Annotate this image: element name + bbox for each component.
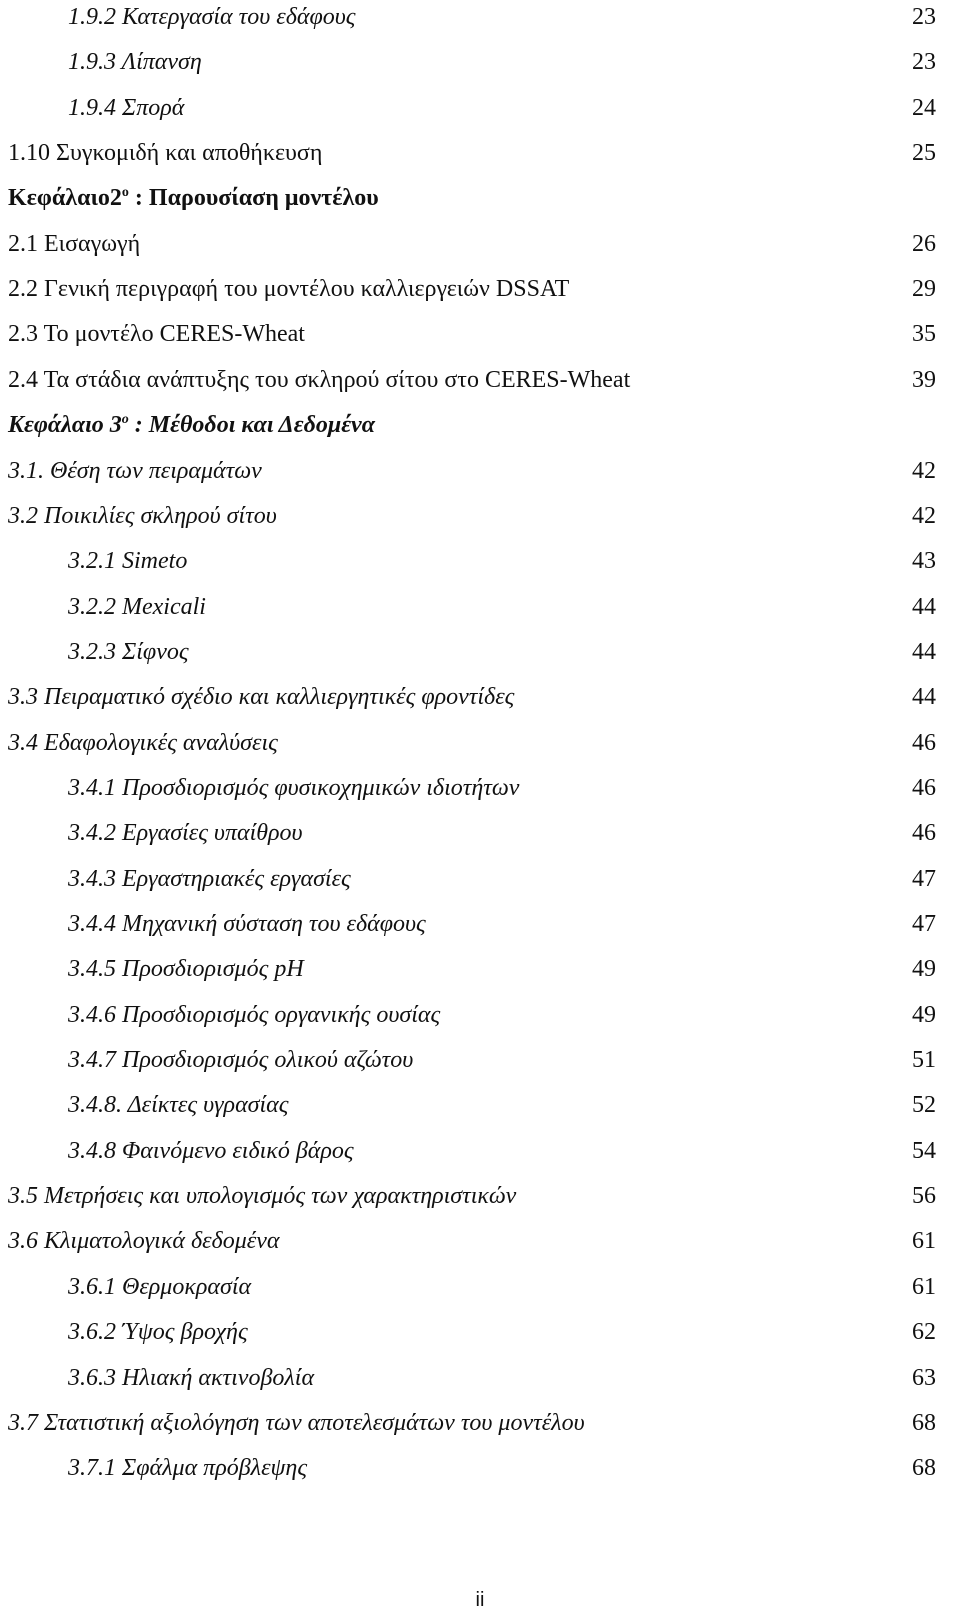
toc-entry — [0, 319, 960, 359]
toc-entry-page-number: 68 — [912, 1455, 936, 1482]
toc-entry — [0, 546, 960, 586]
toc-entry-title — [68, 1045, 413, 1075]
toc-entry-title — [8, 274, 569, 304]
toc-entry — [0, 183, 960, 223]
toc-entry-page-number: 23 — [912, 4, 936, 30]
toc-entry-title — [68, 1136, 354, 1166]
toc-entry — [0, 1453, 960, 1493]
toc-entry-page-number: 51 — [912, 1047, 936, 1074]
toc-entry-title — [8, 365, 630, 395]
toc-entry — [0, 2, 960, 42]
toc-entry-title — [8, 501, 277, 531]
toc-entry-page-number: 46 — [912, 729, 936, 756]
toc-entry — [0, 138, 960, 178]
toc-entry — [0, 682, 960, 722]
toc-entry-title — [68, 592, 206, 622]
toc-entry — [0, 864, 960, 904]
toc-entry-title — [68, 909, 426, 939]
toc-entry — [0, 365, 960, 405]
toc-entry-title — [68, 1272, 251, 1302]
toc-entry-page-number: 61 — [912, 1273, 936, 1300]
toc-entry-text: 3.2.1 Simeto — [68, 548, 188, 575]
toc-entry-page-number: 23 — [912, 49, 936, 76]
toc-entry-text: 3.6.2 Ύψος βροχής — [68, 1319, 248, 1346]
toc-entry-text: 3.5 Μετρήσεις και υπολογισμός των χαρακτηριστικών — [8, 1183, 517, 1210]
toc-entry-text: 3.4.4 Μηχανική σύσταση του εδάφους — [68, 911, 426, 937]
toc-entry-superscript: ο — [121, 412, 129, 428]
page-number: ii — [475, 1589, 485, 1611]
toc-entry-page-number: 46 — [912, 820, 936, 847]
toc-entry-page-number: 62 — [912, 1319, 936, 1346]
toc-entry-text: 3.4.6 Προσδιορισμός οργανικής ουσίας — [68, 1001, 441, 1028]
toc-entry-title — [68, 1000, 440, 1030]
toc-entry — [0, 410, 960, 450]
toc-entry — [0, 818, 960, 858]
toc-entry-title — [68, 637, 189, 667]
toc-entry-page-number: 56 — [912, 1183, 936, 1210]
toc-entry-text-tail: : Μέθοδοι και Δεδομένα — [128, 412, 375, 439]
toc-entry-page-number: 54 — [912, 1137, 936, 1164]
toc-entry-text: 3.6 Κλιματολογικά δεδομένα — [8, 1228, 280, 1255]
toc-entry-title — [8, 183, 379, 213]
toc-entry — [0, 637, 960, 677]
toc-entry — [0, 728, 960, 768]
toc-entry — [0, 1317, 960, 1357]
toc-entry-text: 3.4 Εδαφολογικές αναλύσεις — [8, 729, 278, 756]
toc-entry-text: 3.3 Πειραματικό σχέδιο και καλλιεργητικές φροντίδες — [8, 684, 515, 711]
toc-entry-superscript: ο — [121, 185, 129, 201]
toc-entry — [0, 1090, 960, 1130]
toc-entry-text: 3.7.1 Σφάλμα πρόβλεψης — [68, 1455, 308, 1482]
toc-entry-text: 3.4.2 Εργασίες υπαίθρου — [68, 820, 303, 847]
toc-entry-page-number: 61 — [912, 1228, 936, 1255]
toc-entry — [0, 909, 960, 949]
toc-entry-page-number: 63 — [912, 1364, 936, 1391]
toc-entry-title — [68, 1090, 289, 1120]
toc-entry-text: 1.9.4 Σπορά — [68, 94, 185, 121]
toc-entry-text: 3.1. Θέση των πειραμάτων — [8, 457, 262, 484]
toc-entry-page-number: 43 — [912, 548, 936, 575]
toc-entry-page-number: 52 — [912, 1092, 936, 1119]
toc-entry-text: 3.2.3 Σίφνος — [68, 638, 189, 665]
toc-entry-title — [68, 954, 304, 984]
toc-entry-page-number: 26 — [912, 230, 936, 257]
toc-entry-title — [68, 864, 351, 894]
toc-entry-text: 3.6.1 Θερμοκρασία — [68, 1273, 252, 1300]
toc-entry-title — [68, 773, 519, 803]
toc-entry — [0, 1045, 960, 1085]
toc-entry-title — [68, 1453, 307, 1483]
toc-entry-title — [68, 818, 303, 848]
toc-entry — [0, 1136, 960, 1176]
toc-entry — [0, 47, 960, 87]
toc-entry-page-number: 39 — [912, 366, 936, 393]
toc-entry-title — [8, 728, 278, 758]
toc-entry-text: 3.7 Στατιστική αξιολόγηση των αποτελεσμάτων του μοντέλου — [8, 1409, 585, 1436]
toc-entry-text: 3.6.3 Ηλιακή ακτινοβολία — [68, 1364, 315, 1391]
toc-entry-text: 2.4 Τα στάδια ανάπτυξης του σκληρού σίτου στο CERES-Wheat — [8, 366, 631, 393]
toc-entry — [0, 456, 960, 496]
toc-entry — [0, 1272, 960, 1312]
toc-entry-text: 1.9.3 Λίπανση — [68, 49, 202, 76]
toc-entry-title — [68, 2, 355, 32]
toc-entry-page-number: 47 — [912, 911, 936, 937]
toc-entry — [0, 954, 960, 994]
toc-entry-page-number: 47 — [912, 865, 936, 892]
toc-entry — [0, 1363, 960, 1403]
toc-entry-title — [8, 1408, 585, 1438]
toc-entry-title — [8, 456, 262, 486]
toc-entry-page-number: 49 — [912, 1001, 936, 1028]
toc-entry-title — [68, 47, 202, 77]
toc-entry-text: 3.4.8. Δείκτες υγρασίας — [68, 1092, 289, 1119]
toc-entry — [0, 1181, 960, 1221]
toc-entry — [0, 229, 960, 269]
toc-entry-page-number: 49 — [912, 956, 936, 983]
toc-entry-text: 3.4.3 Εργαστηριακές εργασίες — [68, 865, 351, 892]
toc-entry — [0, 93, 960, 133]
toc-entry-text: Κεφάλαιο 3 — [8, 412, 122, 439]
toc-entry-page-number: 42 — [912, 457, 936, 484]
toc-entry-text: 2.1 Εισαγωγή — [8, 230, 141, 257]
toc-entry — [0, 1000, 960, 1040]
toc-entry — [0, 773, 960, 813]
toc-entry-text: 2.2 Γενική περιγραφή του μοντέλου καλλιεργειών DSSAT — [8, 276, 570, 303]
toc-entry-page-number: 68 — [912, 1409, 936, 1436]
toc-entry-title — [8, 410, 375, 440]
toc-entry — [0, 592, 960, 632]
toc-entry-text: 1.9.2 Κατεργασία του εδάφους — [68, 4, 356, 30]
toc-entry-text: 3.4.1 Προσδιορισμός φυσικοχημικών ιδιοτήτων — [68, 774, 520, 801]
toc-entry-text: 2.3 Το μοντέλο CERES-Wheat — [8, 321, 305, 348]
toc-entry-title — [68, 546, 187, 576]
toc-entry-page-number: 35 — [912, 321, 936, 348]
toc-entry-text-tail: : Παρουσίαση μοντέλου — [128, 185, 379, 212]
toc-entry — [0, 1408, 960, 1448]
toc-entry-page-number: 46 — [912, 774, 936, 801]
toc-entry-text: 3.2 Ποικιλίες σκληρού σίτου — [8, 502, 277, 529]
toc-entry-text: 3.4.7 Προσδιορισμός ολικού αζώτου — [68, 1047, 414, 1074]
toc-entry-title — [8, 1181, 516, 1211]
toc-entry-text: 3.4.5 Προσδιορισμός pH — [68, 956, 304, 983]
toc-entry-title — [68, 93, 184, 123]
toc-entry-title — [8, 1226, 279, 1256]
toc-entry-text: 3.2.2 Mexicali — [68, 593, 206, 620]
toc-entry-title — [8, 682, 514, 712]
toc-entry-title — [8, 319, 305, 349]
toc-entry-page-number: 44 — [912, 593, 936, 620]
toc-entry-text: 3.4.8 Φαινόμενο ειδικό βάρος — [68, 1137, 354, 1164]
toc-entry-title — [68, 1317, 248, 1347]
toc-entry-page-number: 44 — [912, 684, 936, 711]
toc-entry-title — [8, 229, 140, 259]
toc-entry-page-number: 29 — [912, 276, 936, 303]
toc-entry-page-number: 25 — [912, 140, 936, 167]
toc-entry-text: 1.10 Συγκομιδή και αποθήκευση — [8, 140, 323, 167]
toc-entry-page-number: 42 — [912, 502, 936, 529]
toc-entry — [0, 274, 960, 314]
toc-entry-page-number: 44 — [912, 638, 936, 665]
toc-entry — [0, 1226, 960, 1266]
toc-entry-title — [68, 1363, 314, 1393]
toc-entry — [0, 501, 960, 541]
toc-entry-page-number: 24 — [912, 94, 936, 121]
toc-entry-text: Κεφάλαιο2 — [8, 185, 122, 212]
toc-entry-title — [8, 138, 322, 168]
